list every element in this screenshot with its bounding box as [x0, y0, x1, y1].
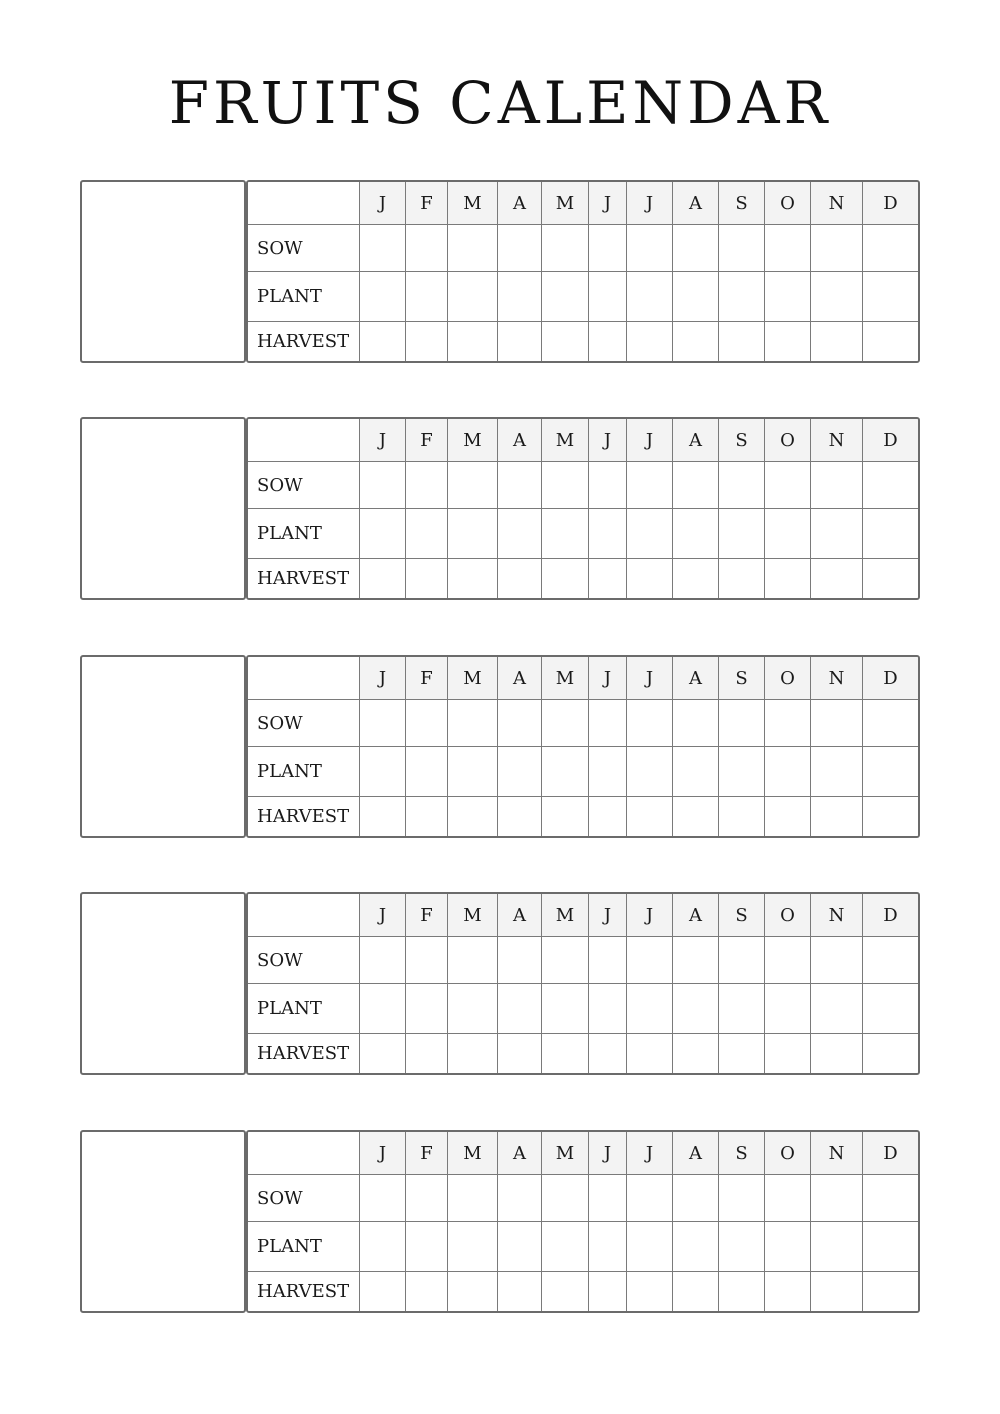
sow-month-cell[interactable]	[673, 937, 719, 984]
sow-month-cell[interactable]	[498, 225, 542, 272]
plant-month-cell[interactable]	[542, 272, 589, 322]
month-header: J	[589, 894, 627, 937]
fruit-block	[80, 1130, 920, 1313]
sow-month-cell[interactable]	[360, 462, 406, 509]
month-header: J	[627, 1132, 673, 1175]
month-header: A	[498, 894, 542, 937]
month-header: D	[863, 419, 918, 462]
harvest-month-cell[interactable]	[542, 322, 589, 361]
harvest-month-cell[interactable]	[811, 322, 863, 361]
plant-month-cell[interactable]	[719, 272, 765, 322]
harvest-row	[248, 1034, 918, 1073]
sow-month-cell[interactable]	[448, 225, 498, 272]
harvest-month-cell[interactable]	[673, 322, 719, 361]
fruit-block	[80, 417, 920, 600]
sow-month-cell[interactable]	[863, 700, 918, 747]
plant-month-cell[interactable]	[673, 272, 719, 322]
plant-month-cell[interactable]	[360, 509, 406, 559]
corner-cell	[248, 182, 360, 225]
month-header: J	[627, 182, 673, 225]
sow-month-cell[interactable]	[498, 700, 542, 747]
sow-month-cell[interactable]	[589, 700, 627, 747]
sow-month-cell[interactable]	[719, 1175, 765, 1222]
sow-month-cell[interactable]	[627, 225, 673, 272]
harvest-month-cell[interactable]	[498, 559, 542, 598]
sow-row	[248, 462, 918, 509]
month-header: D	[863, 657, 918, 700]
plant-month-cell[interactable]	[360, 984, 406, 1034]
plant-month-cell[interactable]	[542, 747, 589, 797]
month-header: A	[673, 419, 719, 462]
fruit-name-box[interactable]	[80, 417, 246, 600]
month-header: N	[811, 419, 863, 462]
month-header: M	[448, 182, 498, 225]
sow-row	[248, 1175, 918, 1222]
plant-month-cell[interactable]	[498, 1222, 542, 1272]
harvest-month-cell[interactable]	[765, 559, 811, 598]
month-header-row	[248, 657, 918, 700]
plant-row	[248, 747, 918, 797]
harvest-row	[248, 559, 918, 598]
plant-month-cell[interactable]	[673, 747, 719, 797]
sow-label: SOW	[248, 937, 360, 984]
corner-cell	[248, 657, 360, 700]
plant-label: PLANT	[248, 984, 360, 1034]
harvest-month-cell[interactable]	[542, 797, 589, 836]
plant-month-cell[interactable]	[719, 984, 765, 1034]
sow-month-cell[interactable]	[542, 1175, 589, 1222]
plant-label: PLANT	[248, 747, 360, 797]
harvest-month-cell[interactable]	[627, 322, 673, 361]
plant-month-cell[interactable]	[589, 509, 627, 559]
harvest-month-cell[interactable]	[673, 559, 719, 598]
fruit-name-box[interactable]	[80, 180, 246, 363]
month-header: J	[627, 419, 673, 462]
sow-month-cell[interactable]	[863, 225, 918, 272]
harvest-month-cell[interactable]	[719, 322, 765, 361]
sow-month-cell[interactable]	[811, 225, 863, 272]
sow-month-cell[interactable]	[863, 1175, 918, 1222]
plant-month-cell[interactable]	[673, 1222, 719, 1272]
plant-month-cell[interactable]	[765, 509, 811, 559]
page-title: FRUITS CALENDAR	[168, 69, 832, 137]
harvest-month-cell[interactable]	[589, 1034, 627, 1073]
sow-row	[248, 937, 918, 984]
month-grid	[246, 180, 920, 363]
month-header: J	[589, 657, 627, 700]
month-header-row	[248, 419, 918, 462]
sow-row	[248, 700, 918, 747]
month-header: J	[360, 894, 406, 937]
plant-label: PLANT	[248, 272, 360, 322]
month-header: M	[542, 1132, 589, 1175]
plant-month-cell[interactable]	[673, 509, 719, 559]
month-header: M	[542, 182, 589, 225]
harvest-month-cell[interactable]	[719, 1272, 765, 1311]
harvest-month-cell[interactable]	[498, 1272, 542, 1311]
sow-month-cell[interactable]	[863, 937, 918, 984]
month-header: J	[627, 657, 673, 700]
harvest-month-cell[interactable]	[811, 797, 863, 836]
plant-month-cell[interactable]	[360, 747, 406, 797]
plant-month-cell[interactable]	[448, 272, 498, 322]
plant-month-cell[interactable]	[406, 1222, 448, 1272]
sow-month-cell[interactable]	[360, 225, 406, 272]
harvest-month-cell[interactable]	[360, 559, 406, 598]
sow-month-cell[interactable]	[765, 462, 811, 509]
plant-month-cell[interactable]	[360, 1222, 406, 1272]
plant-month-cell[interactable]	[542, 984, 589, 1034]
harvest-month-cell[interactable]	[719, 559, 765, 598]
plant-month-cell[interactable]	[811, 1222, 863, 1272]
sow-month-cell[interactable]	[542, 462, 589, 509]
harvest-month-cell[interactable]	[765, 797, 811, 836]
sow-month-cell[interactable]	[811, 937, 863, 984]
plant-month-cell[interactable]	[863, 272, 918, 322]
sow-month-cell[interactable]	[498, 1175, 542, 1222]
month-grid	[246, 655, 920, 838]
month-header: N	[811, 657, 863, 700]
harvest-month-cell[interactable]	[765, 322, 811, 361]
plant-month-cell[interactable]	[627, 1222, 673, 1272]
sow-month-cell[interactable]	[589, 462, 627, 509]
month-header: S	[719, 894, 765, 937]
corner-cell	[248, 419, 360, 462]
harvest-month-cell[interactable]	[542, 559, 589, 598]
month-header: M	[448, 894, 498, 937]
sow-month-cell[interactable]	[360, 700, 406, 747]
sow-month-cell[interactable]	[589, 1175, 627, 1222]
plant-label: PLANT	[248, 509, 360, 559]
harvest-month-cell[interactable]	[542, 1034, 589, 1073]
month-header: N	[811, 894, 863, 937]
harvest-month-cell[interactable]	[811, 1034, 863, 1073]
plant-month-cell[interactable]	[542, 1222, 589, 1272]
sow-month-cell[interactable]	[765, 937, 811, 984]
month-header: J	[360, 1132, 406, 1175]
sow-month-cell[interactable]	[719, 462, 765, 509]
sow-month-cell[interactable]	[406, 225, 448, 272]
fruit-block	[80, 892, 920, 1075]
fruit-name-box[interactable]	[80, 1130, 246, 1313]
plant-month-cell[interactable]	[360, 272, 406, 322]
sow-month-cell[interactable]	[448, 1175, 498, 1222]
month-header: O	[765, 657, 811, 700]
month-header: O	[765, 419, 811, 462]
month-header: S	[719, 657, 765, 700]
sow-month-cell[interactable]	[542, 700, 589, 747]
sow-month-cell[interactable]	[360, 937, 406, 984]
harvest-month-cell[interactable]	[448, 1272, 498, 1311]
harvest-label: HARVEST	[248, 322, 360, 361]
month-header-row	[248, 182, 918, 225]
month-header: M	[448, 419, 498, 462]
harvest-month-cell[interactable]	[765, 1272, 811, 1311]
harvest-month-cell[interactable]	[448, 322, 498, 361]
month-header-row	[248, 1132, 918, 1175]
month-header: F	[406, 657, 448, 700]
harvest-month-cell[interactable]	[498, 322, 542, 361]
month-header: F	[406, 182, 448, 225]
sow-month-cell[interactable]	[589, 225, 627, 272]
plant-month-cell[interactable]	[719, 1222, 765, 1272]
fruit-name-box[interactable]	[80, 655, 246, 838]
sow-month-cell[interactable]	[406, 1175, 448, 1222]
month-header: J	[360, 657, 406, 700]
sow-month-cell[interactable]	[360, 1175, 406, 1222]
plant-month-cell[interactable]	[406, 509, 448, 559]
plant-month-cell[interactable]	[498, 509, 542, 559]
harvest-month-cell[interactable]	[863, 797, 918, 836]
harvest-month-cell[interactable]	[498, 1034, 542, 1073]
harvest-month-cell[interactable]	[498, 797, 542, 836]
harvest-month-cell[interactable]	[448, 559, 498, 598]
plant-month-cell[interactable]	[589, 1222, 627, 1272]
plant-month-cell[interactable]	[765, 272, 811, 322]
sow-month-cell[interactable]	[589, 937, 627, 984]
harvest-month-cell[interactable]	[673, 1034, 719, 1073]
plant-month-cell[interactable]	[673, 984, 719, 1034]
month-header: M	[542, 894, 589, 937]
plant-row	[248, 272, 918, 322]
month-header: A	[673, 894, 719, 937]
month-header: F	[406, 894, 448, 937]
sow-month-cell[interactable]	[406, 700, 448, 747]
harvest-label: HARVEST	[248, 1272, 360, 1311]
harvest-label: HARVEST	[248, 1034, 360, 1073]
sow-month-cell[interactable]	[673, 700, 719, 747]
month-header: S	[719, 182, 765, 225]
plant-month-cell[interactable]	[863, 984, 918, 1034]
sow-month-cell[interactable]	[765, 1175, 811, 1222]
plant-month-cell[interactable]	[406, 272, 448, 322]
harvest-month-cell[interactable]	[673, 797, 719, 836]
plant-month-cell[interactable]	[589, 747, 627, 797]
harvest-month-cell[interactable]	[863, 559, 918, 598]
plant-row	[248, 984, 918, 1034]
sow-month-cell[interactable]	[765, 700, 811, 747]
harvest-month-cell[interactable]	[406, 559, 448, 598]
sow-month-cell[interactable]	[627, 700, 673, 747]
sow-month-cell[interactable]	[719, 700, 765, 747]
sow-month-cell[interactable]	[498, 462, 542, 509]
plant-month-cell[interactable]	[765, 984, 811, 1034]
sow-month-cell[interactable]	[627, 1175, 673, 1222]
month-header: J	[360, 182, 406, 225]
month-header: J	[360, 419, 406, 462]
harvest-row	[248, 322, 918, 361]
plant-month-cell[interactable]	[811, 272, 863, 322]
plant-month-cell[interactable]	[863, 747, 918, 797]
sow-row	[248, 225, 918, 272]
harvest-month-cell[interactable]	[406, 797, 448, 836]
harvest-month-cell[interactable]	[627, 559, 673, 598]
month-header: A	[673, 657, 719, 700]
month-header: J	[589, 419, 627, 462]
plant-month-cell[interactable]	[627, 984, 673, 1034]
plant-month-cell[interactable]	[627, 509, 673, 559]
plant-month-cell[interactable]	[765, 1222, 811, 1272]
sow-month-cell[interactable]	[811, 1175, 863, 1222]
corner-cell	[248, 1132, 360, 1175]
plant-month-cell[interactable]	[863, 1222, 918, 1272]
month-grid	[246, 892, 920, 1075]
sow-month-cell[interactable]	[673, 462, 719, 509]
harvest-month-cell[interactable]	[589, 559, 627, 598]
plant-row	[248, 509, 918, 559]
plant-month-cell[interactable]	[863, 509, 918, 559]
sow-label: SOW	[248, 225, 360, 272]
sow-month-cell[interactable]	[406, 462, 448, 509]
harvest-month-cell[interactable]	[448, 797, 498, 836]
harvest-month-cell[interactable]	[360, 1272, 406, 1311]
plant-month-cell[interactable]	[498, 747, 542, 797]
harvest-row	[248, 797, 918, 836]
plant-month-cell[interactable]	[719, 509, 765, 559]
sow-label: SOW	[248, 1175, 360, 1222]
harvest-month-cell[interactable]	[360, 322, 406, 361]
month-grid	[246, 417, 920, 600]
sow-month-cell[interactable]	[863, 462, 918, 509]
month-header: A	[498, 1132, 542, 1175]
plant-month-cell[interactable]	[719, 747, 765, 797]
fruit-name-box[interactable]	[80, 892, 246, 1075]
plant-month-cell[interactable]	[498, 272, 542, 322]
harvest-month-cell[interactable]	[406, 1272, 448, 1311]
month-header: F	[406, 419, 448, 462]
sow-month-cell[interactable]	[627, 462, 673, 509]
sow-month-cell[interactable]	[448, 462, 498, 509]
harvest-month-cell[interactable]	[589, 1272, 627, 1311]
sow-month-cell[interactable]	[719, 937, 765, 984]
fruit-block	[80, 655, 920, 838]
month-header: J	[589, 182, 627, 225]
plant-month-cell[interactable]	[811, 509, 863, 559]
sow-label: SOW	[248, 700, 360, 747]
harvest-month-cell[interactable]	[406, 322, 448, 361]
month-header: M	[448, 657, 498, 700]
month-header: O	[765, 1132, 811, 1175]
harvest-month-cell[interactable]	[863, 1034, 918, 1073]
month-header: D	[863, 1132, 918, 1175]
sow-month-cell[interactable]	[542, 225, 589, 272]
plant-row	[248, 1222, 918, 1272]
plant-month-cell[interactable]	[627, 747, 673, 797]
month-header: F	[406, 1132, 448, 1175]
harvest-month-cell[interactable]	[627, 797, 673, 836]
sow-label: SOW	[248, 462, 360, 509]
plant-month-cell[interactable]	[627, 272, 673, 322]
month-header: A	[498, 182, 542, 225]
month-header: D	[863, 182, 918, 225]
plant-month-cell[interactable]	[406, 984, 448, 1034]
harvest-label: HARVEST	[248, 559, 360, 598]
month-header: O	[765, 894, 811, 937]
plant-month-cell[interactable]	[448, 1222, 498, 1272]
plant-label: PLANT	[248, 1222, 360, 1272]
harvest-month-cell[interactable]	[406, 1034, 448, 1073]
corner-cell	[248, 894, 360, 937]
sow-month-cell[interactable]	[765, 225, 811, 272]
harvest-month-cell[interactable]	[719, 1034, 765, 1073]
plant-month-cell[interactable]	[448, 984, 498, 1034]
harvest-month-cell[interactable]	[589, 797, 627, 836]
sow-month-cell[interactable]	[811, 462, 863, 509]
month-header: A	[498, 657, 542, 700]
harvest-month-cell[interactable]	[627, 1272, 673, 1311]
harvest-month-cell[interactable]	[589, 322, 627, 361]
harvest-month-cell[interactable]	[719, 797, 765, 836]
harvest-row	[248, 1272, 918, 1311]
plant-month-cell[interactable]	[811, 747, 863, 797]
plant-month-cell[interactable]	[765, 747, 811, 797]
sow-month-cell[interactable]	[448, 937, 498, 984]
month-header: M	[542, 657, 589, 700]
plant-month-cell[interactable]	[448, 509, 498, 559]
plant-month-cell[interactable]	[542, 509, 589, 559]
month-header: M	[448, 1132, 498, 1175]
sow-month-cell[interactable]	[406, 937, 448, 984]
month-header: A	[673, 182, 719, 225]
month-header: A	[673, 1132, 719, 1175]
month-header: D	[863, 894, 918, 937]
harvest-month-cell[interactable]	[811, 559, 863, 598]
harvest-month-cell[interactable]	[448, 1034, 498, 1073]
sow-month-cell[interactable]	[498, 937, 542, 984]
sow-month-cell[interactable]	[719, 225, 765, 272]
plant-month-cell[interactable]	[406, 747, 448, 797]
harvest-label: HARVEST	[248, 797, 360, 836]
sow-month-cell[interactable]	[673, 225, 719, 272]
month-header: N	[811, 1132, 863, 1175]
plant-month-cell[interactable]	[589, 984, 627, 1034]
month-header: O	[765, 182, 811, 225]
month-header: S	[719, 419, 765, 462]
harvest-month-cell[interactable]	[673, 1272, 719, 1311]
plant-month-cell[interactable]	[589, 272, 627, 322]
harvest-month-cell[interactable]	[811, 1272, 863, 1311]
plant-month-cell[interactable]	[811, 984, 863, 1034]
month-header-row	[248, 894, 918, 937]
sow-month-cell[interactable]	[673, 1175, 719, 1222]
harvest-month-cell[interactable]	[360, 797, 406, 836]
harvest-month-cell[interactable]	[863, 322, 918, 361]
sow-month-cell[interactable]	[542, 937, 589, 984]
month-header: J	[589, 1132, 627, 1175]
harvest-month-cell[interactable]	[627, 1034, 673, 1073]
month-header: J	[627, 894, 673, 937]
month-header: S	[719, 1132, 765, 1175]
plant-month-cell[interactable]	[448, 747, 498, 797]
month-header: M	[542, 419, 589, 462]
harvest-month-cell[interactable]	[863, 1272, 918, 1311]
sow-month-cell[interactable]	[627, 937, 673, 984]
harvest-month-cell[interactable]	[542, 1272, 589, 1311]
plant-month-cell[interactable]	[498, 984, 542, 1034]
fruit-block	[80, 180, 920, 363]
sow-month-cell[interactable]	[448, 700, 498, 747]
harvest-month-cell[interactable]	[360, 1034, 406, 1073]
month-header: N	[811, 182, 863, 225]
month-grid	[246, 1130, 920, 1313]
sow-month-cell[interactable]	[811, 700, 863, 747]
harvest-month-cell[interactable]	[765, 1034, 811, 1073]
month-header: A	[498, 419, 542, 462]
